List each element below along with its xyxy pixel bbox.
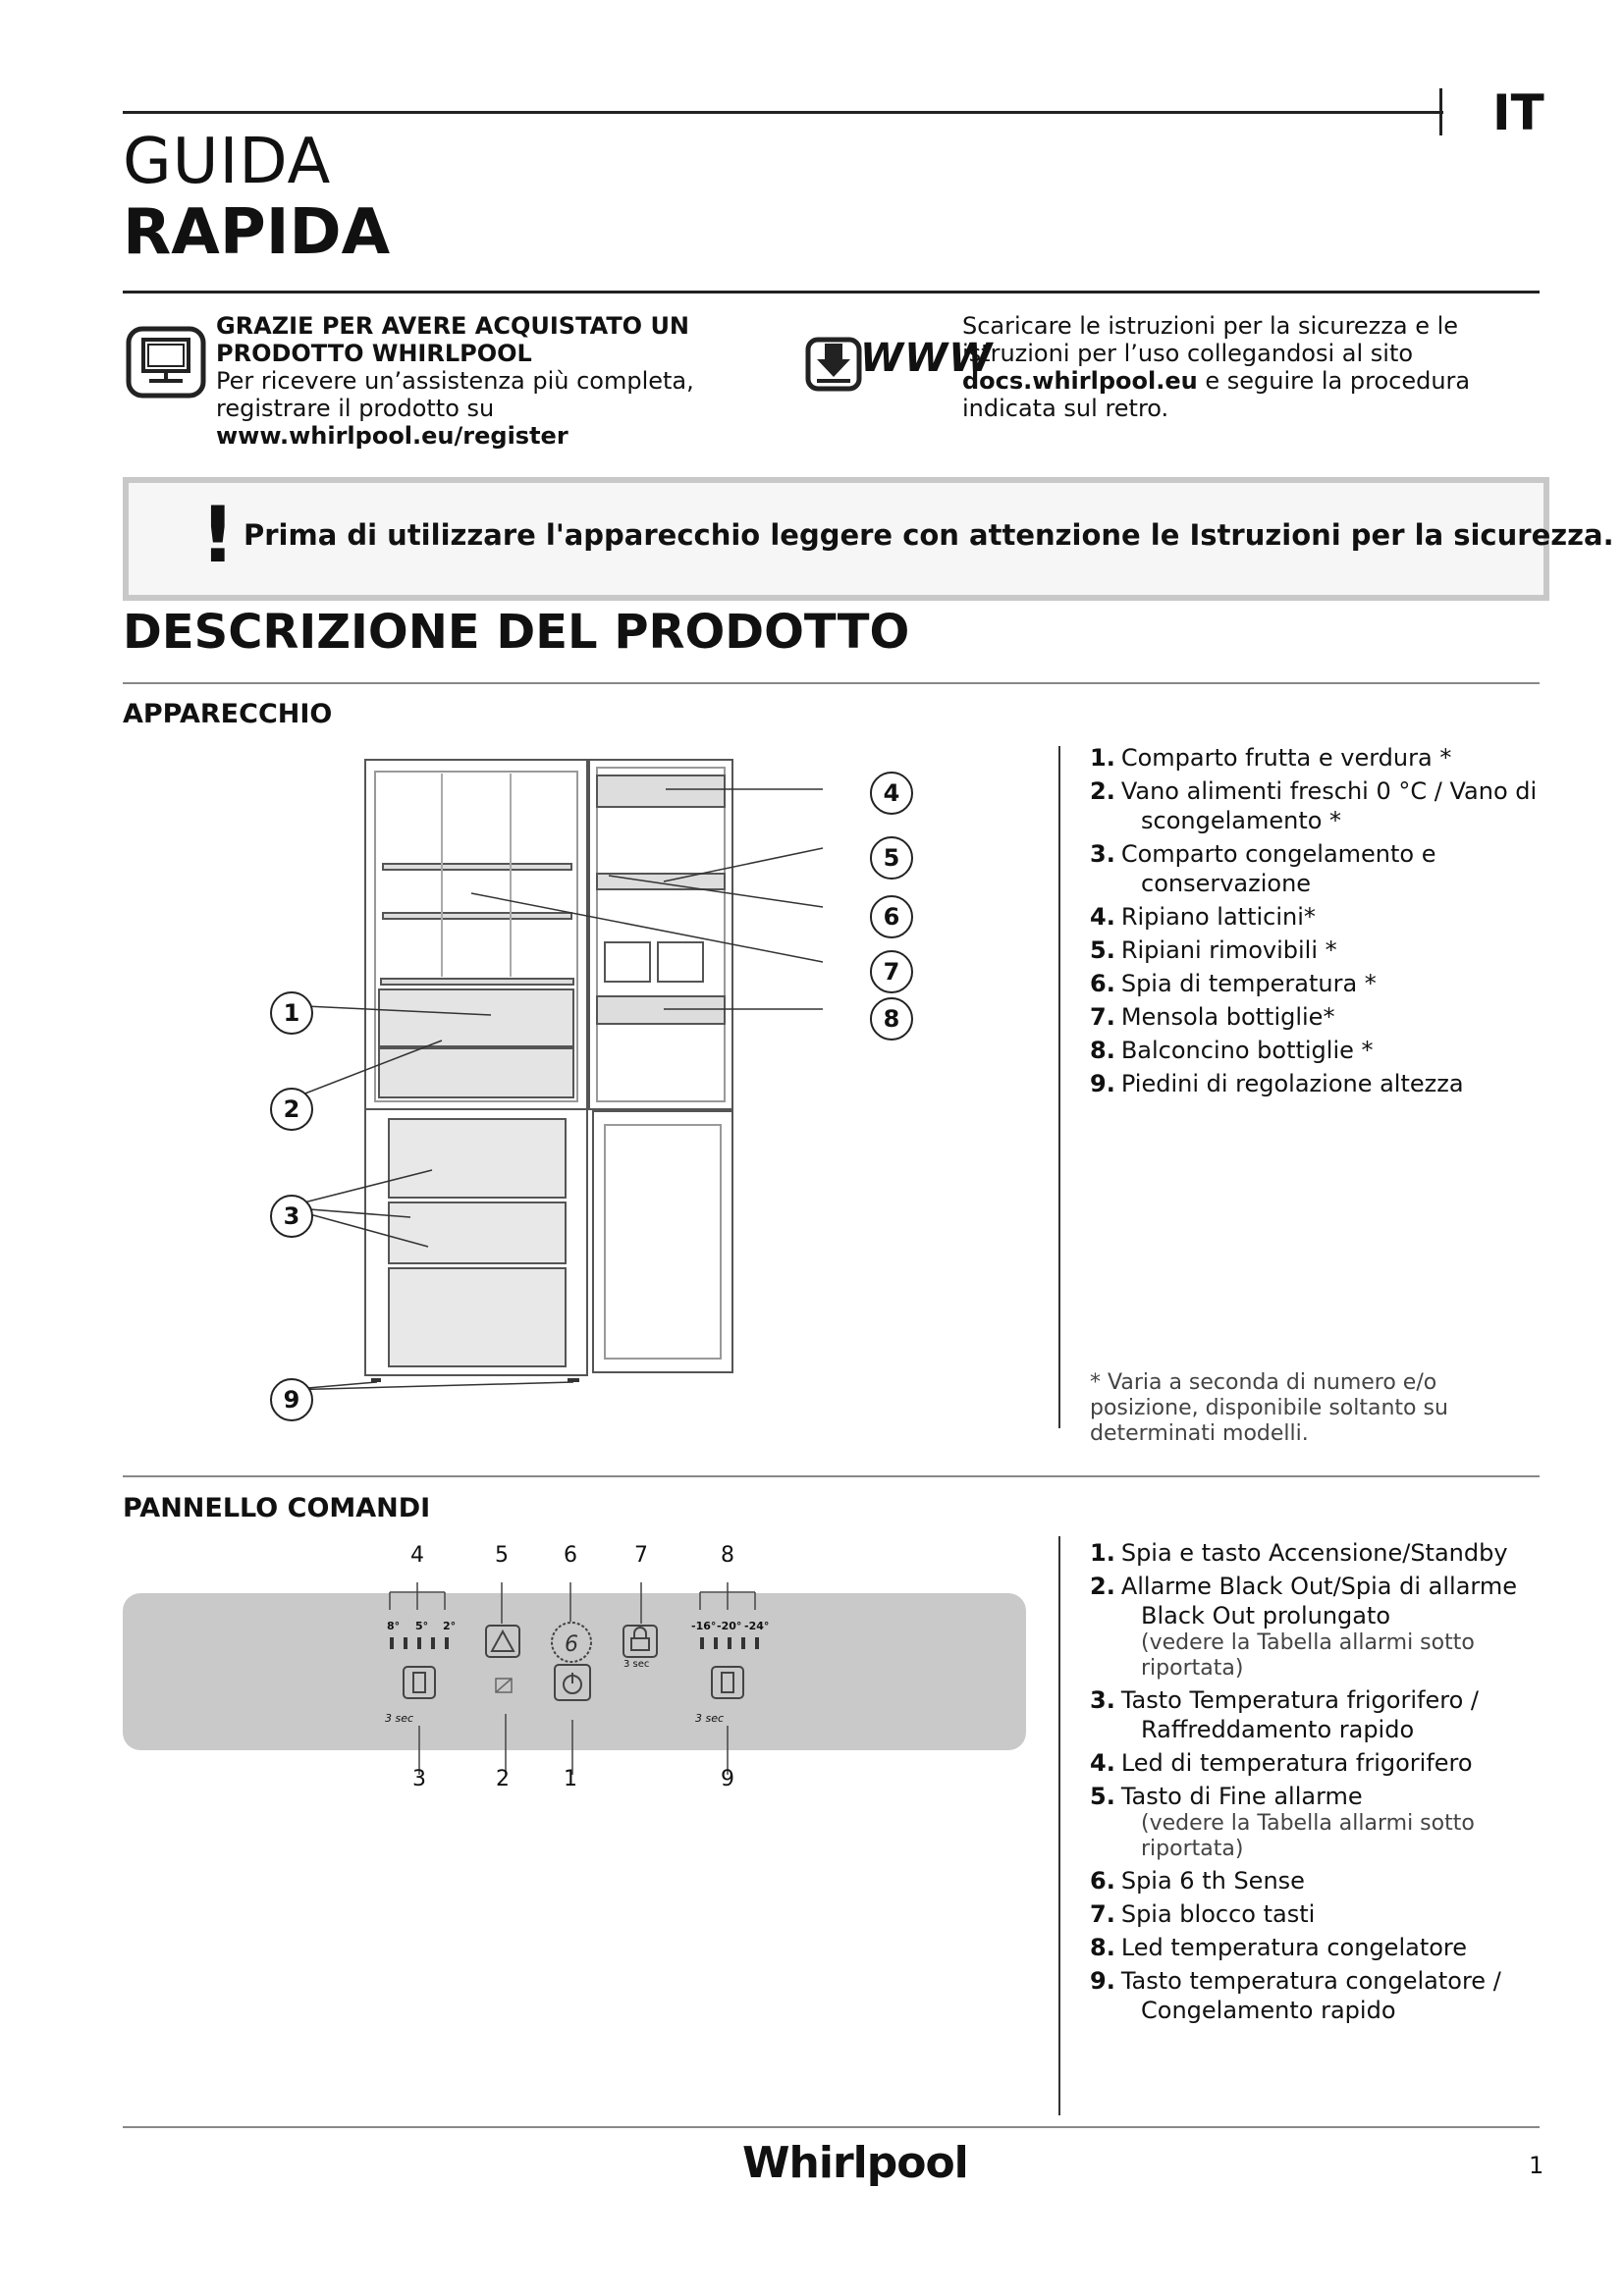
callout-8: 8	[870, 997, 913, 1041]
appliance-footnote: * Varia a seconda di numero e/o posizione, disponibile soltanto su determinati modelli.	[1090, 1370, 1448, 1446]
list-item	[1090, 935, 1561, 965]
panel-bottom-number: 1	[564, 1767, 577, 1791]
www-label: WWW	[860, 336, 994, 381]
list-item-text: Led temperatura congelatore	[1120, 1934, 1468, 1961]
list-item	[1090, 1538, 1561, 1568]
callout-3: 3	[270, 1195, 313, 1238]
list-item-text: Comparto frutta e verdura *	[1120, 744, 1452, 772]
lock-icon	[623, 1626, 657, 1657]
page-number: 1	[1529, 2152, 1544, 2179]
list-item	[1090, 1866, 1561, 1896]
title-line-2: RAPIDA	[123, 196, 391, 269]
list-item-text: Tasto temperatura congelatore /	[1120, 1967, 1501, 1995]
freezer-temp-label: -24°	[744, 1620, 770, 1632]
lock-3sec-label: 3 sec	[623, 1659, 650, 1670]
list-item	[1090, 1933, 1561, 1962]
brand-logo: Whirlpool	[742, 2138, 968, 2188]
monitor-icon	[126, 326, 206, 399]
header-rule	[123, 111, 1443, 114]
list-item-number: 1.	[1090, 1539, 1115, 1567]
list-item-number: 6.	[1090, 1867, 1115, 1895]
header-tick	[1439, 88, 1442, 135]
callout-1: 1	[270, 991, 313, 1035]
download-link[interactable]: docs.whirlpool.eu	[962, 367, 1198, 395]
list-item-continuation: Congelamento rapido	[1141, 1997, 1396, 2024]
panel-heading: PANNELLO COMANDI	[123, 1493, 431, 1523]
thanks-line-1: GRAZIE PER AVERE ACQUISTATO UN	[216, 312, 690, 340]
list-item-number: 5.	[1090, 936, 1115, 964]
list-item	[1090, 902, 1561, 932]
list-item-continuation: Black Out prolungato	[1141, 1602, 1391, 1629]
appliance-divider	[1058, 746, 1060, 1428]
list-item-text: Balconcino bottiglie *	[1120, 1037, 1374, 1064]
list-item	[1090, 1572, 1561, 1682]
list-item	[1090, 969, 1561, 998]
fridge-3sec-label: 3 sec	[385, 1712, 414, 1725]
list-item	[1090, 776, 1561, 835]
panel-top-number: 7	[634, 1543, 648, 1568]
list-item-note: (vedere la Tabella allarmi sotto riportata)	[1141, 1811, 1475, 1861]
panel-bottom-number: 2	[496, 1767, 510, 1791]
list-item-text: Spia 6 th Sense	[1120, 1867, 1305, 1895]
list-item	[1090, 839, 1561, 898]
fridge-temp-button[interactable]	[404, 1667, 435, 1698]
list-item-note: (vedere la Tabella allarmi sotto riportata)	[1141, 1630, 1475, 1681]
list-item-number: 5.	[1090, 1783, 1115, 1810]
list-item	[1090, 1069, 1561, 1098]
callout-2: 2	[270, 1088, 313, 1131]
panel-top-number: 8	[721, 1543, 734, 1568]
list-item-text: Led di temperatura frigorifero	[1120, 1749, 1473, 1777]
list-item	[1090, 1036, 1561, 1065]
section-title: DESCRIZIONE DEL PRODOTTO	[123, 605, 910, 660]
list-item-continuation: Raffreddamento rapido	[1141, 1716, 1415, 1743]
list-item-number: 7.	[1090, 1003, 1115, 1031]
register-text: Per ricevere un’assistenza più completa, registrare il prodotto su	[216, 367, 694, 422]
callout-5: 5	[870, 836, 913, 880]
svg-text:6: 6	[565, 1632, 578, 1657]
panel-rule	[123, 1475, 1540, 1477]
fridge-temp-label: 5°	[415, 1620, 429, 1632]
list-item-text: Mensola bottiglie*	[1120, 1003, 1335, 1031]
panel-top-number: 4	[410, 1543, 424, 1568]
callout-4: 4	[870, 772, 913, 815]
list-item-number: 4.	[1090, 1749, 1115, 1777]
thanks-line-2: PRODOTTO WHIRLPOOL	[216, 340, 532, 367]
list-item-text: Vano alimenti freschi 0 °C / Vano di	[1120, 777, 1538, 805]
list-item	[1090, 1782, 1561, 1862]
list-item-text: Piedini di regolazione altezza	[1120, 1070, 1464, 1097]
list-item	[1090, 1748, 1561, 1778]
list-item-text: Ripiani rimovibili *	[1120, 936, 1337, 964]
appliance-diagram	[255, 746, 825, 1433]
list-item-continuation: conservazione	[1141, 870, 1312, 897]
panel-component-list	[1090, 1538, 1561, 2029]
list-item-text: Allarme Black Out/Spia di allarme	[1120, 1573, 1518, 1600]
thanks-block	[216, 312, 795, 450]
freezer-temp-label: -16°	[691, 1620, 717, 1632]
list-item	[1090, 1899, 1561, 1929]
list-item	[1090, 1966, 1561, 2025]
freezer-temp-button[interactable]	[712, 1667, 743, 1698]
list-item-number: 7.	[1090, 1900, 1115, 1928]
list-item-continuation: scongelamento *	[1141, 807, 1342, 834]
list-item-text: Comparto congelamento e	[1120, 840, 1436, 868]
fridge-temp-label: 8°	[387, 1620, 401, 1632]
fridge-temp-label: 2°	[443, 1620, 457, 1632]
section-rule	[123, 682, 1540, 684]
list-item-number: 3.	[1090, 1686, 1115, 1714]
list-item	[1090, 743, 1561, 773]
exclamation-icon: !	[200, 492, 236, 580]
list-item-number: 4.	[1090, 903, 1115, 931]
panel-top-number: 6	[564, 1543, 577, 1568]
list-item-text: Spia blocco tasti	[1120, 1900, 1316, 1928]
list-item-number: 2.	[1090, 1573, 1115, 1600]
list-item-number: 3.	[1090, 840, 1115, 868]
list-item-number: 8.	[1090, 1037, 1115, 1064]
warning-icon	[492, 1631, 514, 1651]
title-line-1: GUIDA	[123, 126, 332, 198]
register-link[interactable]: www.whirlpool.eu/register	[216, 422, 568, 450]
footer-rule	[123, 2126, 1540, 2128]
list-item-text: Spia di temperatura *	[1120, 970, 1377, 997]
list-item-number: 2.	[1090, 777, 1115, 805]
panel-bottom-number: 9	[721, 1767, 734, 1791]
title-rule	[123, 291, 1540, 294]
safety-warning-text: Prima di utilizzare l'apparecchio leggere con attenzione le Istruzioni per la sicurezza.	[244, 518, 1614, 552]
callout-9: 9	[270, 1378, 313, 1421]
appliance-heading: APPARECCHIO	[123, 699, 333, 729]
language-code: IT	[1492, 84, 1544, 141]
list-item-number: 8.	[1090, 1934, 1115, 1961]
download-icon	[805, 334, 862, 395]
panel-top-number: 5	[495, 1543, 509, 1568]
freezer-3sec-label: 3 sec	[695, 1712, 725, 1725]
download-text-2: e seguire la procedura indicata sul retro.	[962, 367, 1471, 422]
panel-bottom-number: 3	[412, 1767, 426, 1791]
list-item	[1090, 1002, 1561, 1032]
callout-6: 6	[870, 895, 913, 938]
list-item-number: 6.	[1090, 970, 1115, 997]
list-item-text: Tasto di Fine allarme	[1120, 1783, 1363, 1810]
download-block	[962, 312, 1551, 422]
list-item-number: 9.	[1090, 1070, 1115, 1097]
freezer-temp-label: -20°	[717, 1620, 742, 1632]
list-item-text: Spia e tasto Accensione/Standby	[1120, 1539, 1508, 1567]
callout-7: 7	[870, 950, 913, 993]
list-item-text: Ripiano latticini*	[1120, 903, 1316, 931]
list-item-number: 9.	[1090, 1967, 1115, 1995]
download-text-1: Scaricare le istruzioni per la sicurezza e le istruzioni per l’uso collegandosi al sito	[962, 312, 1459, 367]
list-item-number: 1.	[1090, 744, 1115, 772]
panel-divider	[1058, 1536, 1060, 2115]
appliance-component-list	[1090, 743, 1561, 1102]
list-item	[1090, 1685, 1561, 1744]
list-item-text: Tasto Temperatura frigorifero /	[1120, 1686, 1479, 1714]
